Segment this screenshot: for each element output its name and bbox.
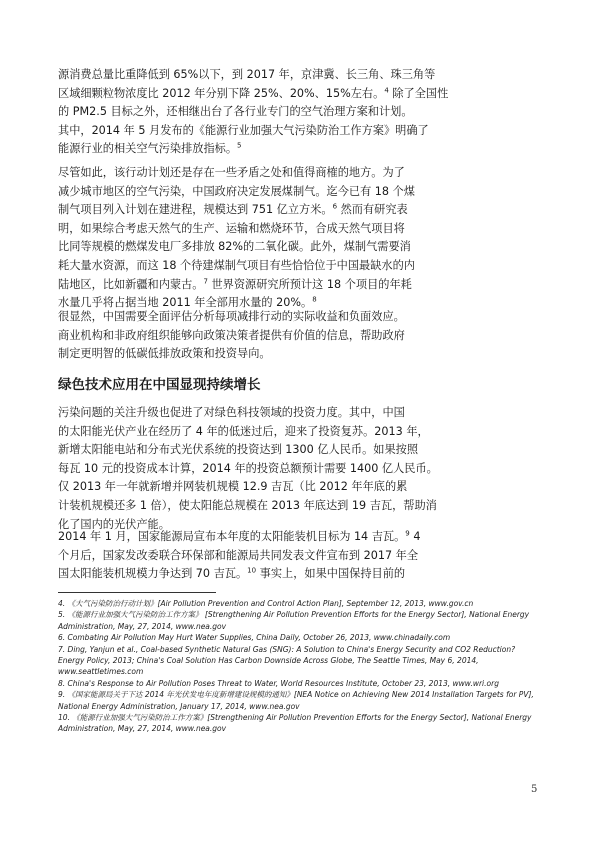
s2-line-3: 国太阳能装机规模力争达到 70 吉瓦。 xyxy=(58,567,248,581)
p1-line-2-tail: 除了全国性 xyxy=(388,86,449,100)
p3-line-1: 很显然，中国需要全面评估分析每项减排行动的实际收益和负面效应。 xyxy=(58,310,405,323)
p3-line-2: 商业机构和非政府组织能够向政策决策者提供有价值的信息，帮助政府 xyxy=(58,328,405,342)
p2-line-2: 减少城市地区的空气污染，中国政府决定发展煤制气。迄今已有 18 个煤 xyxy=(58,184,415,198)
footnote-9: 9. 《国家能源局关于下达 2014 年光伏发电年度新增建设规模的通知》[NEA Notice on Achieving New 2014 Installation Targets for PV], National Energy Administration, January 17, 2014, www.nea.gov xyxy=(58,690,534,711)
footnotes xyxy=(58,598,542,735)
footnote-ref-4[interactable]: 4 xyxy=(384,85,389,94)
p2-line-7-tail: 世界资源研究所预计这 18 个项目的年耗 xyxy=(207,277,412,291)
p1-line-3: 的 PM2.5 目标之外，还相继出台了各行业专门的空气治理方案和计划。 xyxy=(58,105,413,119)
s2-line-1: 2014 年 1 月，国家能源局宣布本年度的太阳能装机目标为 14 吉瓦。 xyxy=(58,530,406,543)
paragraph-2 xyxy=(58,164,542,313)
s1-line-5: 仅 2013 年一年就新增并网装机规模 12.9 吉瓦（比 2012 年年底的累 xyxy=(58,480,408,494)
footnote-ref-7[interactable]: 7 xyxy=(203,276,208,285)
p2-line-3: 制气项目列入计划在建进程，规模达到 751 亿立方米。 xyxy=(58,203,333,217)
footnote-8: 8. China's Response to Air Pollution Poses Threat to Water, World Resources Institute, October 23, 2013, www.wri.org xyxy=(58,678,499,688)
s1-line-1: 污染问题的关注升级也促进了对绿色科技领域的投资力度。其中，中国 xyxy=(58,406,405,419)
section-paragraph-1 xyxy=(58,404,542,534)
footnote-ref-8[interactable]: 8 xyxy=(312,295,317,304)
s2-line-1-tail: 4 xyxy=(409,530,421,543)
footnote-ref-10[interactable]: 10 xyxy=(247,566,257,575)
footnote-6: 6. Combating Air Pollution May Hurt Water Supplies, China Daily, October 26, 2013, www.chinadaily.com xyxy=(58,633,451,643)
p2-line-4: 明，如果综合考虑天然气的生产、运输和燃烧环节，合成天然气项目将 xyxy=(58,221,405,235)
paragraph-1 xyxy=(58,66,542,159)
paragraph-3 xyxy=(58,308,542,364)
footnote-ref-9[interactable]: 9 xyxy=(405,529,410,538)
p2-line-7: 陆地区，比如新疆和内蒙古。 xyxy=(58,277,204,291)
page-number: 5 xyxy=(531,784,538,795)
p2-line-8: 水量几乎将占据当地 2011 年全部用水量的 20%。 xyxy=(58,296,313,310)
section-heading: 绿色技术应用在中国显现持续增长 xyxy=(58,377,261,393)
footnote-4: 4. 《大气污染防治行动计划》[Air Pollution Prevention and Control Action Plan], September 12, 2013, www.gov.cn xyxy=(58,599,474,608)
s1-line-3: 新增太阳能电站和分布式光伏系统的投资达到 1300 亿人民币。如果按照 xyxy=(58,443,419,457)
footnote-divider xyxy=(58,592,216,593)
s2-line-3-tail: 事实上，如果中国保持目前的 xyxy=(256,567,406,581)
p1-line-5: 能源行业的相关空气污染排放指标。 xyxy=(58,142,238,156)
footnote-5: 5. 《能源行业加强大气污染防治工作方案》 [Strengthening Air Pollution Prevention Efforts for the Energy Sector], National Energy Administration, May, 27, 2014, www.nea.gov xyxy=(58,610,530,631)
p1-line-2: 区域细颗粒物浓度比 2012 年分别下降 25%、20%、15%左右。 xyxy=(58,86,385,100)
p2-line-5: 比同等规模的燃煤发电厂多排放 82%的二氧化碳。此外，煤制气需要消 xyxy=(58,240,411,254)
p2-line-3-tail: 然而有研究表 xyxy=(337,203,408,217)
footnote-10: 10. 《能源行业加强大气污染防治工作方案》[Strengthening Air Pollution Prevention Efforts for the Energy Sector], National Energy Administration, May, 27, 2014, www.nea.gov xyxy=(58,713,532,734)
p1-line-1: 源消费总量比重降低到 65%以下，到 2017 年，京津冀、长三角、珠三角等 xyxy=(58,68,436,81)
s1-line-2: 的太阳能光伏产业在经历了 4 年的低迷过后，迎来了投资复苏。2013 年， xyxy=(58,424,429,438)
s1-line-6: 计装机规模还多 1 倍），使太阳能总规模在 2013 年底达到 19 吉瓦，帮助消 xyxy=(58,498,437,512)
section-paragraph-2 xyxy=(58,528,542,584)
p1-line-4: 其中，2014 年 5 月发布的《能源行业加强大气污染防治工作方案》明确了 xyxy=(58,123,429,137)
s1-line-4: 每瓦 10 元的投资成本计算，2014 年的投资总额预计需要 1400 亿人民币。 xyxy=(58,461,438,475)
s1-line-7: 化了国内的光伏产能。 xyxy=(58,517,170,531)
footnote-7: 7. Ding, Yanjun et al., Coal-based Synthetic Natural Gas (SNG): A Solution to China's Energy Security and CO2 Reduction? Energy Policy, 2013; China's Coal Solution Has Carbon Downside Across Globe, The Seattle Times, May 6, 2014, www.seattletimes.com xyxy=(58,644,516,677)
p2-line-6: 耗大量水资源，而这 18 个待建煤制气项目有些恰恰位于中国最缺水的内 xyxy=(58,258,415,272)
p2-line-1: 尽管如此，该行动计划还是存在一些矛盾之处和值得商榷的地方。为了 xyxy=(58,166,405,179)
p3-line-3: 制定更明智的低碳低排放政策和投资导向。 xyxy=(58,347,271,361)
footnote-ref-6[interactable]: 6 xyxy=(332,202,338,211)
s2-line-2: 个月后，国家发改委联合环保部和能源局共同发表文件宣布到 2017 年全 xyxy=(58,548,419,562)
footnote-ref-5[interactable]: 5 xyxy=(237,141,242,150)
